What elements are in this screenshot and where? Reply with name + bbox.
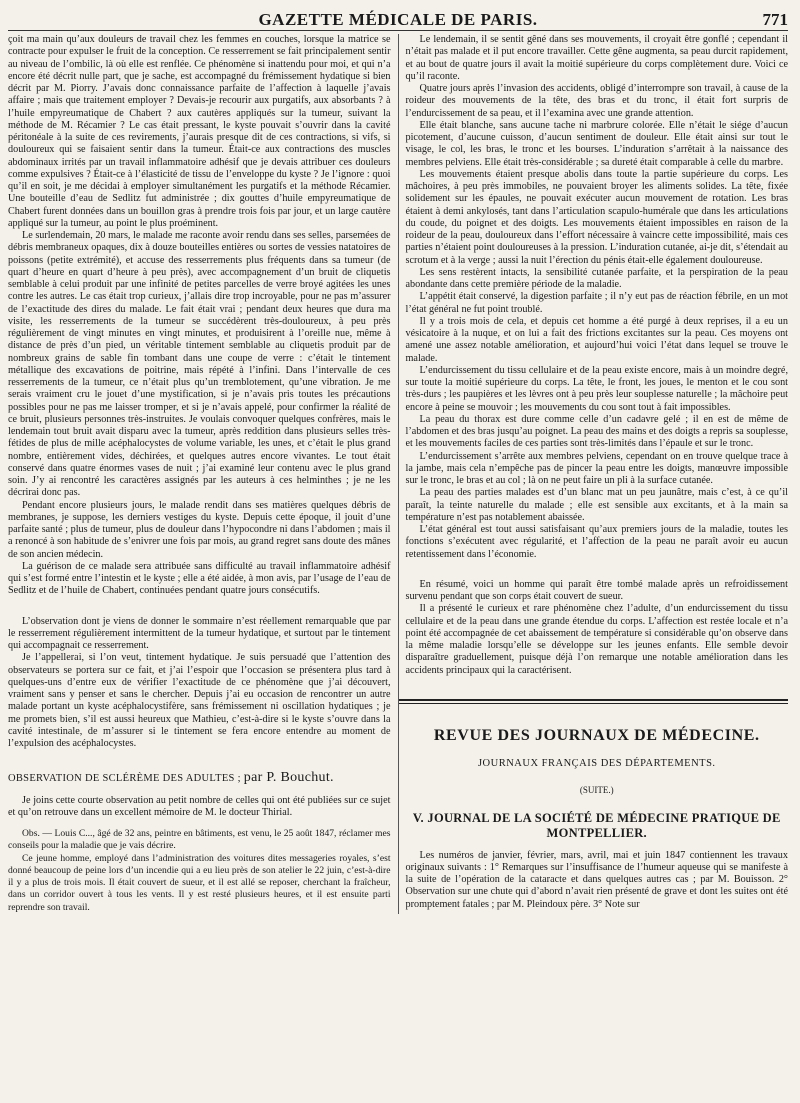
paragraph: Les sens restèrent intacts, la sensibilité cutanée parfaite, et la perspiration de la peau abondante dans cette première période de la maladie. <box>405 266 788 290</box>
paragraph: La peau du thorax est dure comme celle d’un cadavre gelé ; il en est de même de l’abdomen et des bras jusqu’au poignet. La peau des mains et des doigts a repris sa souplesse, et les mouvements faciles de ces parties sont très-limités dans l’épaule et sur le tronc. <box>405 413 788 450</box>
paragraph: Le lendemain, il se sentit gêné dans ses mouvements, il croyait être gonflé ; cependant il n’était pas malade et il put encore travailler. Cette gêne augmenta, sa peau durcit rapidement, et au bout de quatre jours il avait la moitié supérieure du corps complètement dure. Voici ce qu’il raconte. <box>405 34 788 82</box>
paragraph: Les numéros de janvier, février, mars, avril, mai et juin 1847 contiennent les travaux originaux suivants : 1° Remarques sur l’insuffisance de l’humeur aqueuse qui se manifeste à la suite de l’opération de la cataracte et dans quelques autres cas ; par M. Bouisson. 2° Observation sur une chute qui d’abord n’avait rien présenté de grave et dont les suites ont été promptement fatales ; par M. Pleindoux père. 3° Note sur <box>405 849 788 910</box>
page-header <box>8 6 788 31</box>
paragraph: Les mouvements étaient presque abolis dans toute la partie supérieure du corps. Les mâchoires, à peu près immobiles, ne pouvaient broyer les aliments solides. La tête, fixée solidement sur les épaules, ne pouvait exécuter aucun mouvement de rotation. Les bras étaient à demi ankylosés, tant dans l’articulation scapulo-humérale que dans les articulations du coude, du poignet et des doigts. Les mouvements étaient impossibles en raison de la roideur de la peau, douloureux dans l’effort nécessaire à vaincre cette impossibilité, mais ces parties n’étaient point douloureuses à la pression. L’induration cutanée, ai-je dit, s’étendait au scrotum et à la verge ; aussi la nuit l’érection du pénis était-elle également douloureuse. <box>405 168 788 266</box>
paragraph: L’endurcissement s’arrête aux membres pelviens, cependant on en trouve quelque trace à la jambe, mais cela n’empêche pas de pincer la peau entre les doigts, manœuvre impossible sur le tronc, le bras et au col ; là on ne peut faire un pli à la surface cutanée. <box>405 450 788 486</box>
left-column <box>8 34 398 914</box>
section-heading <box>8 772 391 785</box>
paragraph: L’endurcissement du tissu cellulaire et de la peau existe encore, mais à un moindre degré, sur toute la moitié supérieure du corps. La tête, le front, les joues, le menton et le cou sont très-durs ; les paupières et les lèvres ont à peu près leur souplesse naturelle ; la mâchoire peut encore à peine se mouvoir ; les mouvements du cou sont tout à fait impossibles. <box>405 364 788 413</box>
paragraph: Ce jeune homme, employé dans l’administration des voitures dites messageries royales, s’est donné beaucoup de peine lors d’un incendie qui a eu lieu près de son atelier le 22 juin, c’est-à-dire il y a plus de trois mois. Il était couvert de sueur, et il est allé se reposer, cherchant la fraîcheur, dans un corridor ouvert à tous les vents. Il y est resté plusieurs heures, et il est ensuite parti reprendre son travail. <box>8 852 391 913</box>
paragraph: L’observation dont je viens de donner le sommaire n’est réellement remarquable que par le resserrement régulièrement intermittent de la tumeur hydatique, et surtout par le tintement qui accompagnait ce resserrement. <box>8 615 391 651</box>
section-divider <box>399 699 789 701</box>
section-divider <box>399 703 789 704</box>
revue-subheading: JOURNAUX FRANÇAIS DES DÉPARTEMENTS. <box>477 758 716 769</box>
paragraph: L’état général est tout aussi satisfaisant qu’aux premiers jours de la maladie, toutes les fonctions s’exécutent avec régularité, et l’affection de la peau ne paraît avoir eu aucun retentissement dans l’économie. <box>405 524 788 560</box>
paragraph: Pendant encore plusieurs jours, le malade rendit dans ses matières quelques débris de membranes, je suppose, les derniers vestiges du kyste. Depuis cette époque, il jouit d’une parfaite santé ; plus de tumeur, plus de douleur dans l’hypocondre ni dans l’abdomen ; mais il a renoncé à son habitude de s’enivrer une fois par mois, au grand regret sans doute des mânes de son ancien médecin. <box>8 499 391 560</box>
suite-label: (SUITE.) <box>579 785 614 796</box>
paragraph: Il y a trois mois de cela, et depuis cet homme a été purgé à deux reprises, il a eu un vésicatoire à la nuque, et on lui a fait des frictions excitantes sur la peau. Ces moyens ont amené une assez notable amélioration, et aujourd’hui voici l’état dans lequel se trouve le malade. <box>405 315 788 364</box>
journal-masthead: GAZETTE MÉDICALE DE PARIS. <box>258 10 538 29</box>
paragraph: Je l’appellerai, si l’on veut, tintement hydatique. Je suis persuadé que l’attention des observateurs se portera sur ce fait, et j’ai l’espoir que l’occasion se présentera plus tard à quelques-uns d’entre eux de vérifier l’exactitude de ce phénomène que j’ai découvert, vraiment sans y penser et sans le chercher. Depuis j’ai eu occasion de rencontrer un autre malade portant un kyste acéphalocystifère, sans frémissement ni oscillation hydatiques ; je me promets bien, s’il est aussi heureux que Mathieu, c’est-à-dire si le kyste s’ouvre dans la cavité intestinale, de m’assurer si le tintement se fera encore entendre au moment de l’expulsion des acéphalocystes. <box>8 652 391 749</box>
columns <box>8 34 788 914</box>
paragraph: Il a présenté le curieux et rare phénomène chez l’adulte, d’un endurcissement du tissu cellulaire et de la peau dans une grande étendue du corps. L’affection est restée locale et n’a point été accompagnée de cet abaissement de température si considérable qu’on observe dans la même maladie lorsqu’elle se développe sur les jeunes enfants. Elle semble devoir disparaître graduellement, puisque déjà l’on remarque une notable amélioration dans les accidents principaux qui la caractérisent. <box>405 603 788 676</box>
section-heading-text: OBSERVATION DE SCLÉRÈME DES ADULTES ; <box>8 773 241 785</box>
paragraph: La peau des parties malades est d’un blanc mat un peu jaunâtre, mais c’est, à ce qu’il paraît, la teinte naturelle du malade ; elle est sensible aux excitants, et à la main sa température n’est pas notablement abaissée. <box>405 487 788 523</box>
revue-heading: REVUE DES JOURNAUX DE MÉDECINE. <box>433 726 760 744</box>
paragraph: Quatre jours après l’invasion des accidents, obligé d’interrompre son travail, à cause de la roideur des mouvements de la tête, des bras et du tronc, il était fort surpris de l’endurcissement de sa peau, et il l’examina avec une grande attention. <box>405 83 788 119</box>
paragraph: La guérison de ce malade sera attribuée sans difficulté au travail inflammatoire adhésif qui s’est formé entre l’intestin et le kyste ; elle a été aidée, à mon avis, par l’usage de l’eau de Sedlitz et de l’huile de Chabert, continuées pendant quatre jours consécutifs. <box>8 560 391 597</box>
page-number: 771 <box>762 10 788 29</box>
right-column <box>398 34 789 914</box>
paragraph: Le surlendemain, 20 mars, le malade me raconte avoir rendu dans ses selles, parsemées de débris membraneux opaques, dix à douze bouteilles entières ou sortes de vessies natatoires de poissons (petite extrémité), et accuse des resserrements plus fréquents dans sa tumeur (de quart d’heure en quart d’heure à peu près), avec accompagnement d’un bruit de cliquetis semblable à celui produit par une infinité de petites parcelles de verre broyé agitées les unes contre les autres. Le cas était trop curieux, j’allais dire trop incroyable, pour ne pas m’assurer de l’exactitude des dires du malade. Le fait était vrai ; pendant deux heures que dura ma visite, les resserrements de la tumeur se succédèrent très-douloureux, à peu près régulièrement de vingt minutes en vingt minutes, et produisirent à l’oreille nue, même à distance de près d’un pied, un véritable tintement semblable au cliquetis produit par de nombreux grains de sable fin tombant dans une coupe de verre : c’était le tintement métallique des excavations de poitrine, mais répété à l’infini. Dans l’intervalle de ces resserrements de la tumeur, ce n’était plus qu’un tremblotement, qu’une vibration. Je me serais vraiment cru le jouet d’une mystification, si je n’avais pris toutes les précautions possibles pour ne pas me laisser tromper, et si je n’avais appelé, pour confirmer la réalité de ce bruit, plusieurs personnes très-instruites. Je voulais convoquer quelques confrères, mais le lendemain tout bruit avait disparu avec la tumeur, après reddition dans plusieurs selles très-fétides de plus de mille acéphalocystes de volume variable, les unes, et c’était le plus grand nombre, entièrement vides, déchirées, et quelques autres encore vivantes. Le tout était conservé dans quatre énormes vases de nuit ; j’ai examiné leur contenu avec le plus grand soin. J’y ai rencontré les caractères assignés par les auteurs à ces helminthes ; je ne les décrirai donc pas. <box>8 230 391 499</box>
paragraph: En résumé, voici un homme qui paraît être tombé malade après un refroidissement survenu pendant que son corps était couvert de sueur. <box>405 578 788 602</box>
paragraph: L’appétit était conservé, la digestion parfaite ; il n’y eut pas de réaction fébrile, en un mot l’état général ne fut point troublé. <box>405 291 788 315</box>
paragraph: Obs. — Louis C..., âgé de 32 ans, peintre en bâtiments, est venu, le 25 août 1847, réclamer mes conseils pour la maladie que je vais décrire. <box>8 828 391 852</box>
paragraph: çoit ma main qu’aux douleurs de travail chez les femmes en couches, lorsque la matrice se contracte pour expulser le fruit de la conception. Ce resserrement se fait principalement sentir au niveau de l’ombilic, là où elle est renflée. Ce phénomène si inattendu pour moi, et qui n’a encore été décrit nulle part, que je sache, est accompagné du frémissement hydatique si bien décrit par M. Piorry. J’avais donc connaissance parfaite de l’affection à laquelle j’avais affaire ; mais que traitement employer ? Devais-je recourir aux purgatifs, aux absorbants ? à l’huile empyreumatique de Chabert ? aux cautères appliqués sur la tumeur, suivant la méthode de M. Récamier ? Le cas était pressant, le kyste pouvait s’ouvrir dans la cavité péritonéale à la suite de ces revirements, j’aurais presque dit de ces contractions, si vifs, si douloureux qui se faisaient sentir dans la tumeur. Était-ce aux contractions des muscles abdominaux irrités par un travail inflammatoire adhésif que je devais attribuer ces douleurs comme expulsives ? Était-ce à l’élasticité de tissu de l’enveloppe du kyste ? Je l’ignore : quoi qu’il en soit, je me décidai à employer simultanément les purgatifs et la méthode Récamier. Une bouteille d’eau de Sedlitz fut administrée ; dix gouttes d’huile empyreumatique de Chabert furent données dans un bouillon gras à prendre trois fois par jour, et un large cautère appliqué sur la tumeur, au point le plus proéminent. <box>8 34 391 229</box>
section-author: par P. Bouchut. <box>243 770 334 786</box>
journal-heading: V. JOURNAL DE LA SOCIÉTÉ DE MÉDECINE PRATIQUE DE MONTPELLIER. <box>412 810 781 840</box>
paragraph: Je joins cette courte observation au petit nombre de celles qui ont été publiées sur ce sujet et qu’on retrouve dans un excellent mémoire de M. le docteur Thirial. <box>8 794 391 818</box>
paragraph: Elle était blanche, sans aucune tache ni marbrure colorée. Elle n’était le siége d’aucun picotement, d’aucune cuisson, d’aucun sentiment de douleur. Elle était ainsi sur tout le visage, le col, les bras, le tronc et les bourses. L’induration s’arrêtait à la naissance des membres pelviens. Elle était très-considérable ; sa dureté était comparable à celle du marbre. <box>405 119 788 168</box>
